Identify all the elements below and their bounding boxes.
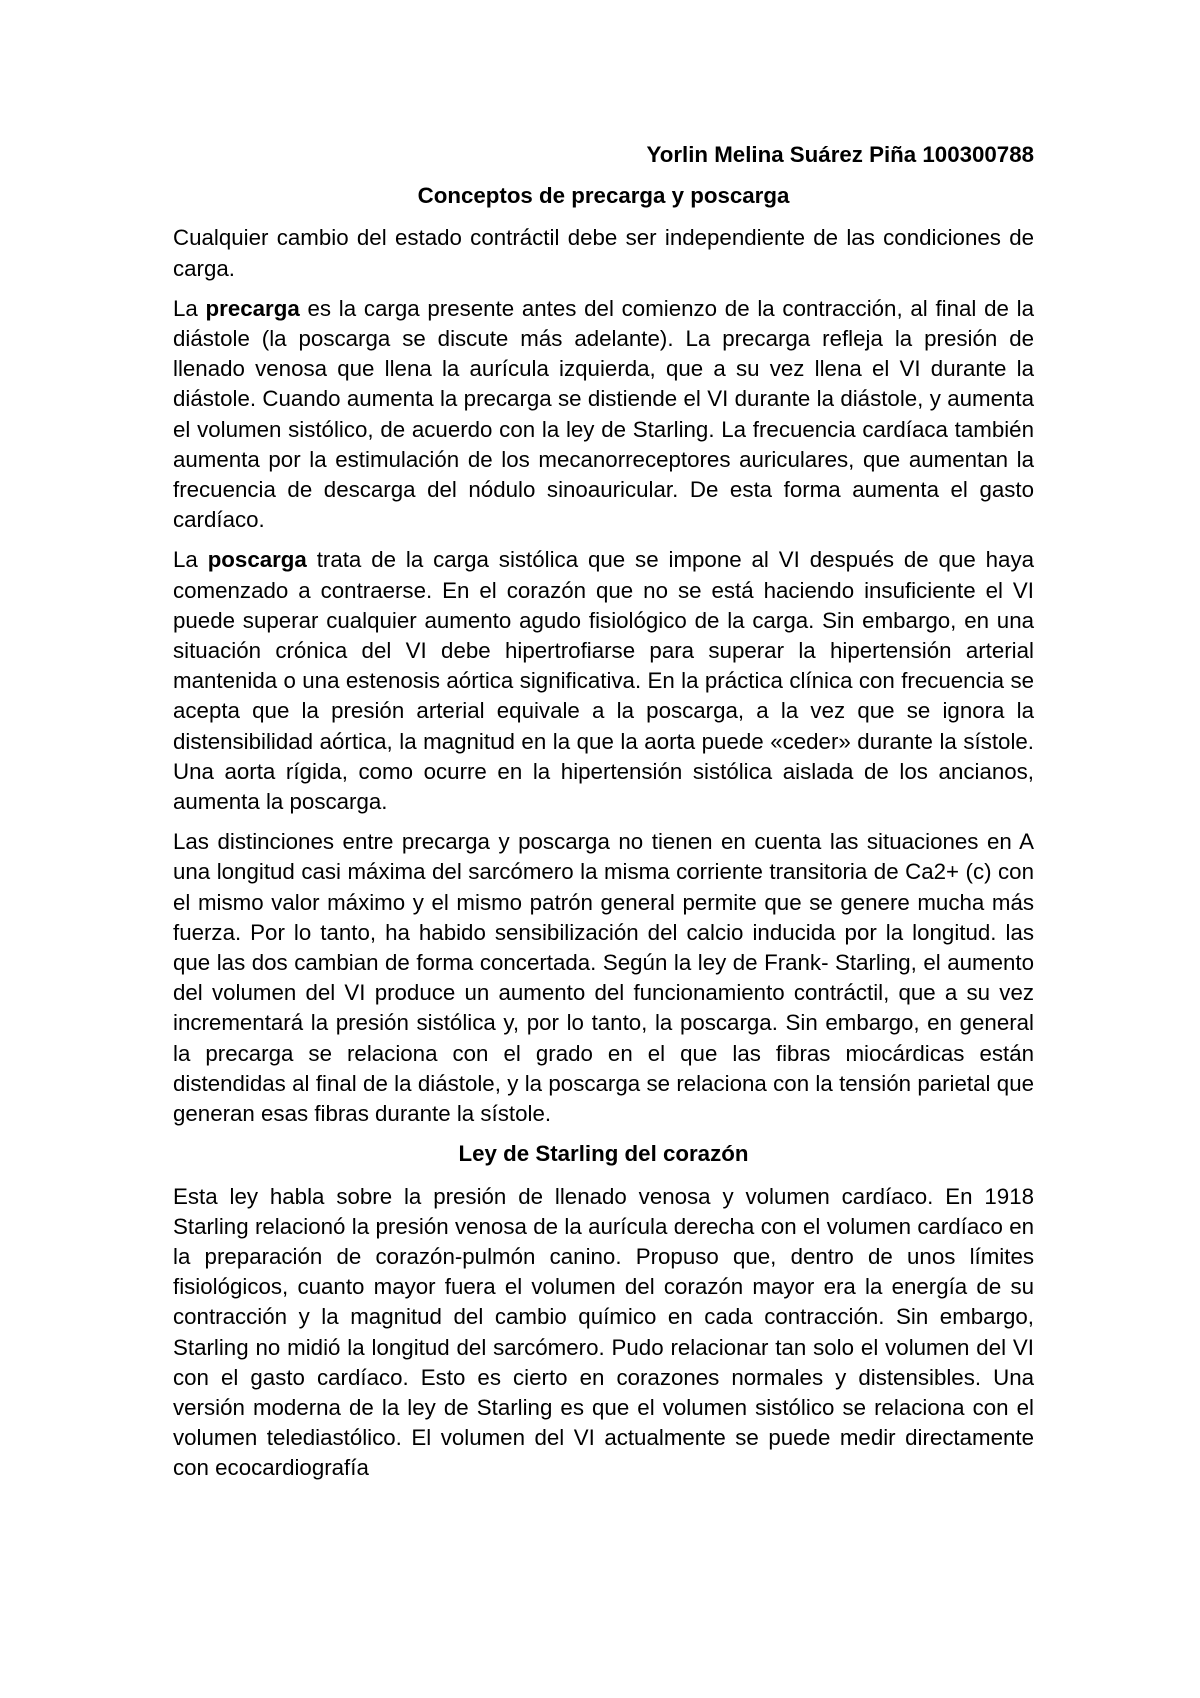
- precarga-text: es la carga presente antes del comienzo de la contracción, al final de la diástole (la poscarga se discute más adelante). La precarga refleja la presión de llenado venosa que llena la aurícula izquierda, que a su vez llena el VI durante la diástole. Cuando aumenta la precarga se distiende el VI durante la diástole, y aumenta el volumen sistólico, de acuerdo con la ley de Starling. La frecuencia cardíaca también aumenta por la estimulación de los mecanorreceptores auriculares, que aumentan la frecuencia de descarga del nódulo sinoauricular. De esta forma aumenta el gasto cardíaco.: [173, 295, 1035, 533]
- distinciones-paragraph: Las distinciones entre precarga y poscarga no tienen en cuenta las situaciones en A una longitud casi máxima del sarcómero la misma corriente transitoria de Ca2+ (c) con el mismo valor máximo y el mismo patrón general permite que se genere mucha más fuerza. Por lo tanto, ha habido sensibilización del calcio inducida por la longitud. las que las dos cambian de forma concertada. Según la ley de Frank- Starling, el aumento del volumen del VI produce un aumento del funcionamiento contráctil, que a su vez incrementará la presión sistólica y, por lo tanto, la poscarga. Sin embargo, en general la precarga se relaciona con el grado en el que las fibras miocárdicas están distendidas al final de la diástole, y la poscarga se relaciona con la tensión parietal que generan esas fibras durante la sístole.: [173, 829, 1034, 1127]
- poscarga-lead: La: [173, 547, 208, 573]
- poscarga-term: poscarga: [207, 547, 307, 573]
- precarga-lead: La: [173, 295, 206, 321]
- section-title: Ley de Starling del corazón: [458, 1141, 749, 1167]
- starling-paragraph: Esta ley habla sobre la presión de llenado venosa y volumen cardíaco. En 1918 Starling relacionó la presión venosa de la aurícula derecha con el volumen cardíaco en la preparación de corazón-pulmón canino. Propuso que, dentro de unos límites fisiológicos, cuanto mayor fuera el volumen del corazón mayor era la energía de su contracción y la magnitud del cambio químico en cada contracción. Sin embargo, Starling no midió la longitud del sarcómero. Pudo relacionar tan solo el volumen del VI con el gasto cardíaco. Esto es cierto en corazones normales y distensibles. Una versión moderna de la ley de Starling es que el volumen sistólico se relaciona con el volumen telediastólico. El volumen del VI actualmente se puede medir directamente con ecocardiografía: [173, 1183, 1034, 1481]
- precarga-paragraph: [173, 294, 1034, 536]
- document-title: Conceptos de precarga y poscarga: [417, 183, 790, 209]
- poscarga-paragraph: [173, 545, 1034, 817]
- intro-paragraph: Cualquier cambio del estado contráctil debe ser independiente de las condiciones de carga.: [173, 225, 1034, 281]
- precarga-term: precarga: [205, 295, 300, 321]
- document-body: [173, 140, 1034, 1494]
- author-line: Yorlin Melina Suárez Piña 100300788: [646, 142, 1034, 167]
- poscarga-text: trata de la carga sistólica que se impone al VI después de que haya comenzado a contraerse. En el corazón que no se está haciendo insuficiente el VI puede superar cualquier aumento agudo fisiológico de la carga. Sin embargo, en una situación crónica del VI debe hipertrofiarse para superar la hipertensión arterial mantenida o una estenosis aórtica significativa. En la práctica clínica con frecuencia se acepta que la presión arterial equivale a la poscarga, a la vez que se ignora la distensibilidad aórtica, la magnitud en la que la aorta puede «ceder» durante la sístole. Una aorta rígida, como ocurre en la hipertensión sistólica aislada de los ancianos, aumenta la poscarga.: [173, 547, 1034, 815]
